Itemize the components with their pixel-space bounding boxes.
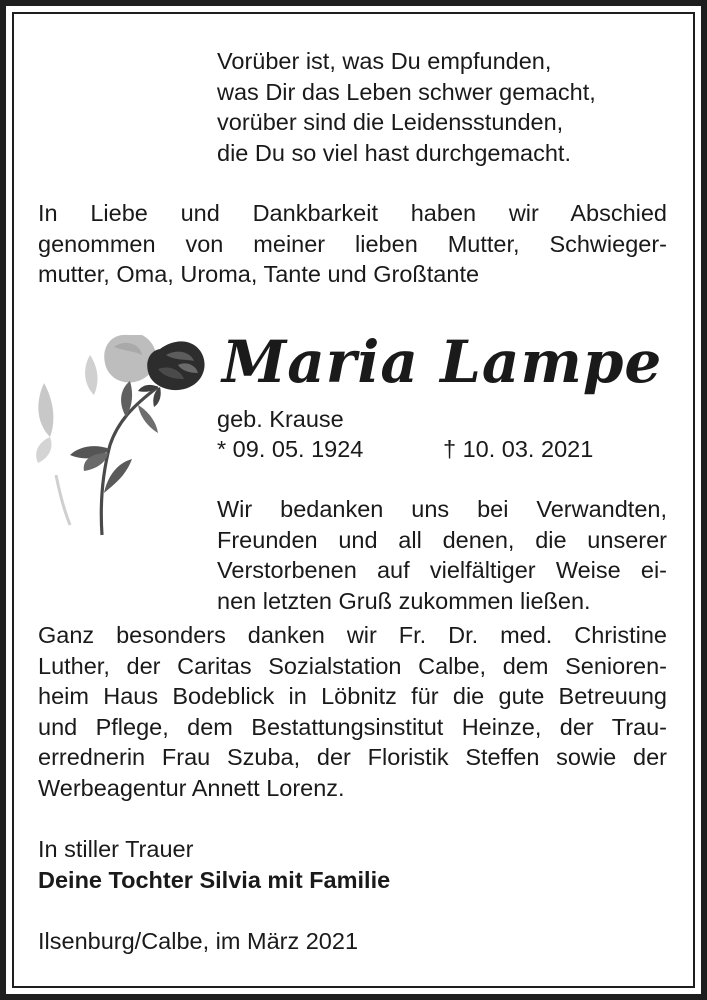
thanks-paragraph-bottom [38, 620, 667, 803]
thanks-line: Luther, der Caritas Sozialstation Calbe, dem Senioren- [38, 652, 667, 679]
thanks-line: heim Haus Bodeblick in Löbnitz für die gute Betreuung [38, 683, 667, 709]
thanks-line: Verstorbenen auf vielfältiger Weise ei- [217, 557, 667, 583]
closing-line: In stiller Trauer [38, 836, 194, 862]
place-date: Ilsenburg/Calbe, im März 2021 [38, 928, 359, 954]
thanks-line: und Pflege, dem Bestattungsinstitut Heinze, der Trau- [38, 713, 667, 740]
intro-paragraph [38, 198, 667, 290]
poem-line: Vorüber ist, was Du empfunden, [217, 48, 552, 74]
deceased-name: Maria Lampe [222, 328, 663, 396]
death-date: † 10. 03. 2021 [443, 436, 594, 462]
thanks-line: Wir bedanken uns bei Verwandten, [217, 496, 667, 522]
intro-line: In Liebe und Dankbarkeit haben wir Abschied [38, 200, 667, 226]
thanks-line: Freunden und all denen, die unserer [217, 526, 667, 553]
signature: Deine Tochter Silvia mit Familie [38, 867, 391, 893]
rose-icon [30, 325, 220, 540]
life-dates [217, 434, 657, 465]
birth-date: * 09. 05. 1924 [217, 436, 364, 462]
thanks-paragraph-top [217, 494, 667, 616]
thanks-line: Werbeagentur Annett Lorenz. [38, 774, 345, 801]
thanks-line: errednerin Frau Szuba, der Floristik Steffen sowie der [38, 744, 667, 770]
poem-line: vorüber sind die Leidensstunden, [217, 109, 564, 135]
thanks-line: nen letzten Gruß zukommen ließen. [217, 587, 591, 614]
poem [217, 46, 657, 168]
poem-line: die Du so viel hast durchgemacht. [217, 139, 571, 166]
thanks-line: Ganz besonders danken wir Fr. Dr. med. Christine [38, 622, 667, 648]
intro-line: mutter, Oma, Uroma, Tante und Großtante [38, 261, 480, 287]
birth-name: geb. Krause [217, 406, 344, 432]
intro-line: genommen von meiner lieben Mutter, Schwieger- [38, 230, 667, 257]
poem-line: was Dir das Leben schwer gemacht, [217, 78, 596, 105]
